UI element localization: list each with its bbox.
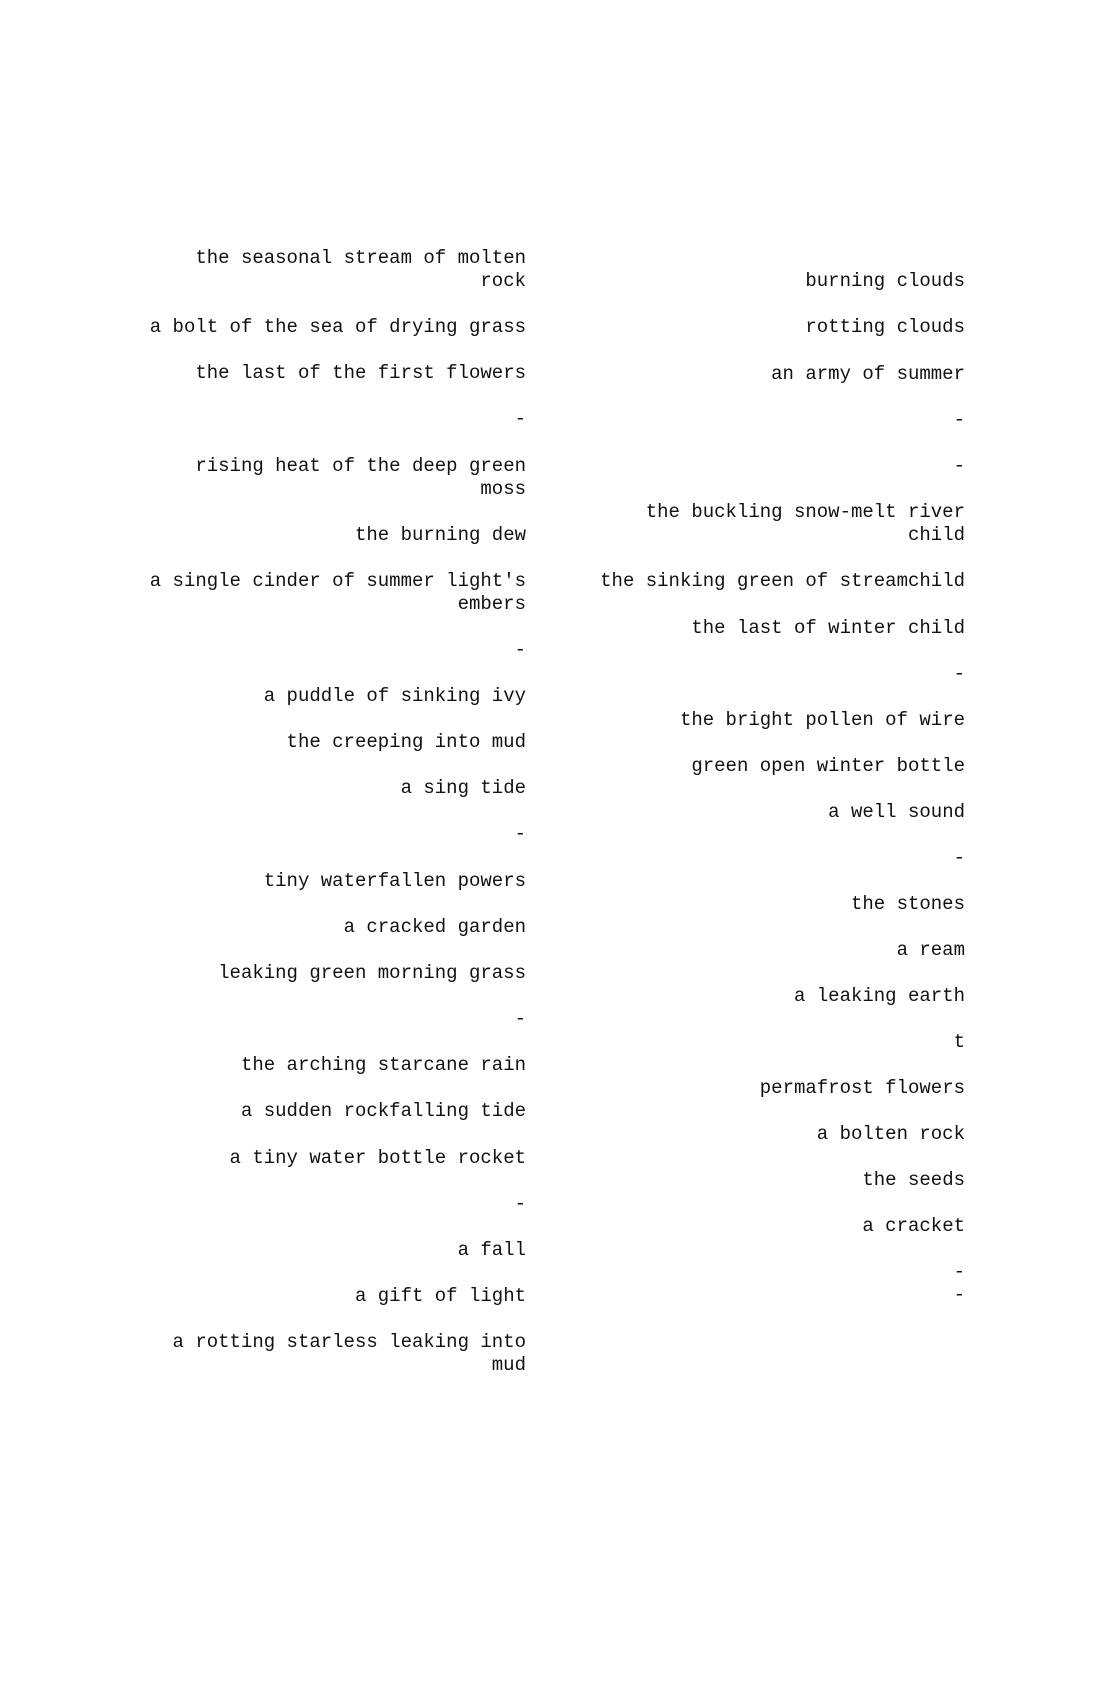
left-column-line: a sing tide — [400, 777, 526, 799]
right-column-line: the last of winter child — [691, 617, 965, 639]
right-column-line: rotting clouds — [805, 316, 965, 338]
left-column-line: - — [514, 1193, 526, 1215]
left-column-line: moss — [480, 478, 526, 500]
left-column-line: a sudden rockfalling tide — [240, 1100, 526, 1122]
right-column-line: an army of summer — [771, 363, 965, 385]
left-column-line: leaking green morning grass — [218, 962, 526, 984]
right-column-line: - — [953, 1261, 965, 1283]
right-column-line: a cracket — [862, 1215, 965, 1237]
left-column-line: embers — [457, 593, 526, 615]
left-column-line: a rotting starless leaking into — [172, 1331, 526, 1353]
right-column-line: t — [953, 1031, 965, 1053]
left-column-line: a gift of light — [354, 1285, 526, 1307]
right-column-line: - — [953, 455, 965, 477]
right-column-line: - — [953, 409, 965, 431]
left-column-line: a bolt of the sea of drying grass — [149, 316, 526, 338]
right-column-line: a well sound — [828, 801, 965, 823]
left-column-line: the arching starcane rain — [240, 1054, 526, 1076]
left-column-line: rock — [480, 270, 526, 292]
left-column-line: the creeping into mud — [286, 731, 526, 753]
left-column-line: a fall — [457, 1239, 526, 1261]
left-column-line: mud — [491, 1354, 526, 1376]
right-column-line: green open winter bottle — [691, 755, 965, 777]
right-column-line: the buckling snow-melt river — [645, 501, 965, 523]
left-column-line: the seasonal stream of molten — [195, 247, 526, 269]
left-column-line: a single cinder of summer light's — [149, 570, 526, 592]
left-column-line: a puddle of sinking ivy — [263, 685, 526, 707]
right-column-line: burning clouds — [805, 270, 965, 292]
left-column-line: tiny waterfallen powers — [263, 870, 526, 892]
right-column — [505, 0, 965, 1700]
left-column-line: - — [514, 639, 526, 661]
right-column-line: the seeds — [862, 1169, 965, 1191]
left-column-line: - — [514, 1008, 526, 1030]
right-column-line: the bright pollen of wire — [679, 709, 965, 731]
right-column-line: a ream — [896, 939, 965, 961]
left-column-line: a tiny water bottle rocket — [229, 1147, 526, 1169]
right-column-line: a leaking earth — [793, 985, 965, 1007]
right-column-line: permafrost flowers — [759, 1077, 965, 1099]
right-column-line: child — [907, 524, 965, 546]
right-column-line: - — [953, 1284, 965, 1306]
right-column-line: - — [953, 847, 965, 869]
right-column-line: - — [953, 663, 965, 685]
left-column-line: - — [514, 823, 526, 845]
right-column-line: the stones — [850, 893, 965, 915]
right-column-line: a bolten rock — [816, 1123, 965, 1145]
left-column-line: the burning dew — [354, 524, 526, 546]
left-column-line: - — [514, 408, 526, 430]
left-column — [66, 0, 526, 1700]
left-column-line: rising heat of the deep green — [195, 455, 526, 477]
left-column-line: the last of the first flowers — [195, 362, 526, 384]
left-column-line: a cracked garden — [343, 916, 526, 938]
right-column-line: the sinking green of streamchild — [600, 570, 965, 592]
